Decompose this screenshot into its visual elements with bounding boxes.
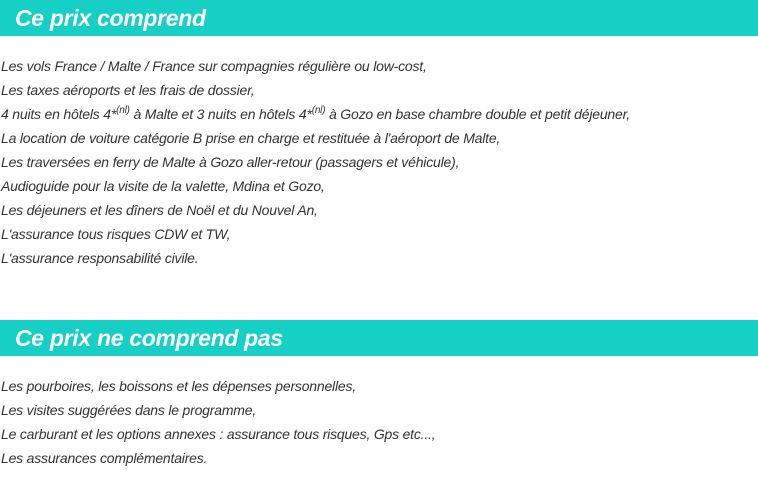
list-item: Le carburant et les options annexes : assurance tous risques, Gps etc...,	[1, 426, 436, 442]
list-item: Audioguide pour la visite de la valette, Mdina et Gozo,	[1, 178, 325, 194]
list-item: L'assurance tous risques CDW et TW,	[1, 226, 231, 242]
price-includes-list	[0, 54, 758, 270]
hotels-text-part: 4 nuits en hôtels 4*	[1, 106, 117, 122]
list-item: Les visites suggérées dans le programme,	[1, 402, 257, 418]
price-includes-title: Ce prix comprend	[15, 4, 206, 31]
list-item: L'assurance responsabilité civile.	[1, 250, 199, 266]
hotels-text-part: à Gozo en base chambre double et petit déjeuner,	[325, 106, 630, 122]
hotel-rating-note: (nl)	[116, 105, 130, 116]
price-excludes-title: Ce prix ne comprend pas	[15, 324, 283, 351]
list-item: Les pourboires, les boissons et les dépenses personnelles,	[1, 378, 356, 394]
price-excludes-header	[0, 320, 758, 356]
list-item: Les déjeuners et les dîners de Noël et du Nouvel An,	[1, 202, 318, 218]
list-item-hotels	[0, 102, 758, 126]
list-item: La location de voiture catégorie B prise en charge et restituée à l'aéroport de Malte,	[1, 130, 501, 146]
list-item: Les traversées en ferry de Malte à Gozo aller-retour (passagers et véhicule),	[1, 154, 460, 170]
price-excludes-section	[0, 320, 758, 470]
hotels-text-part: à Malte et 3 nuits en hôtels 4*	[129, 106, 312, 122]
list-item: Les assurances complémentaires.	[1, 450, 208, 466]
hotel-rating-note: (nl)	[311, 105, 326, 116]
list-item: Les vols France / Malte / France sur compagnies régulière ou low-cost,	[1, 58, 427, 74]
price-excludes-list	[0, 374, 758, 470]
price-includes-header	[0, 0, 758, 36]
list-item: Les taxes aéroports et les frais de dossier,	[1, 82, 255, 98]
